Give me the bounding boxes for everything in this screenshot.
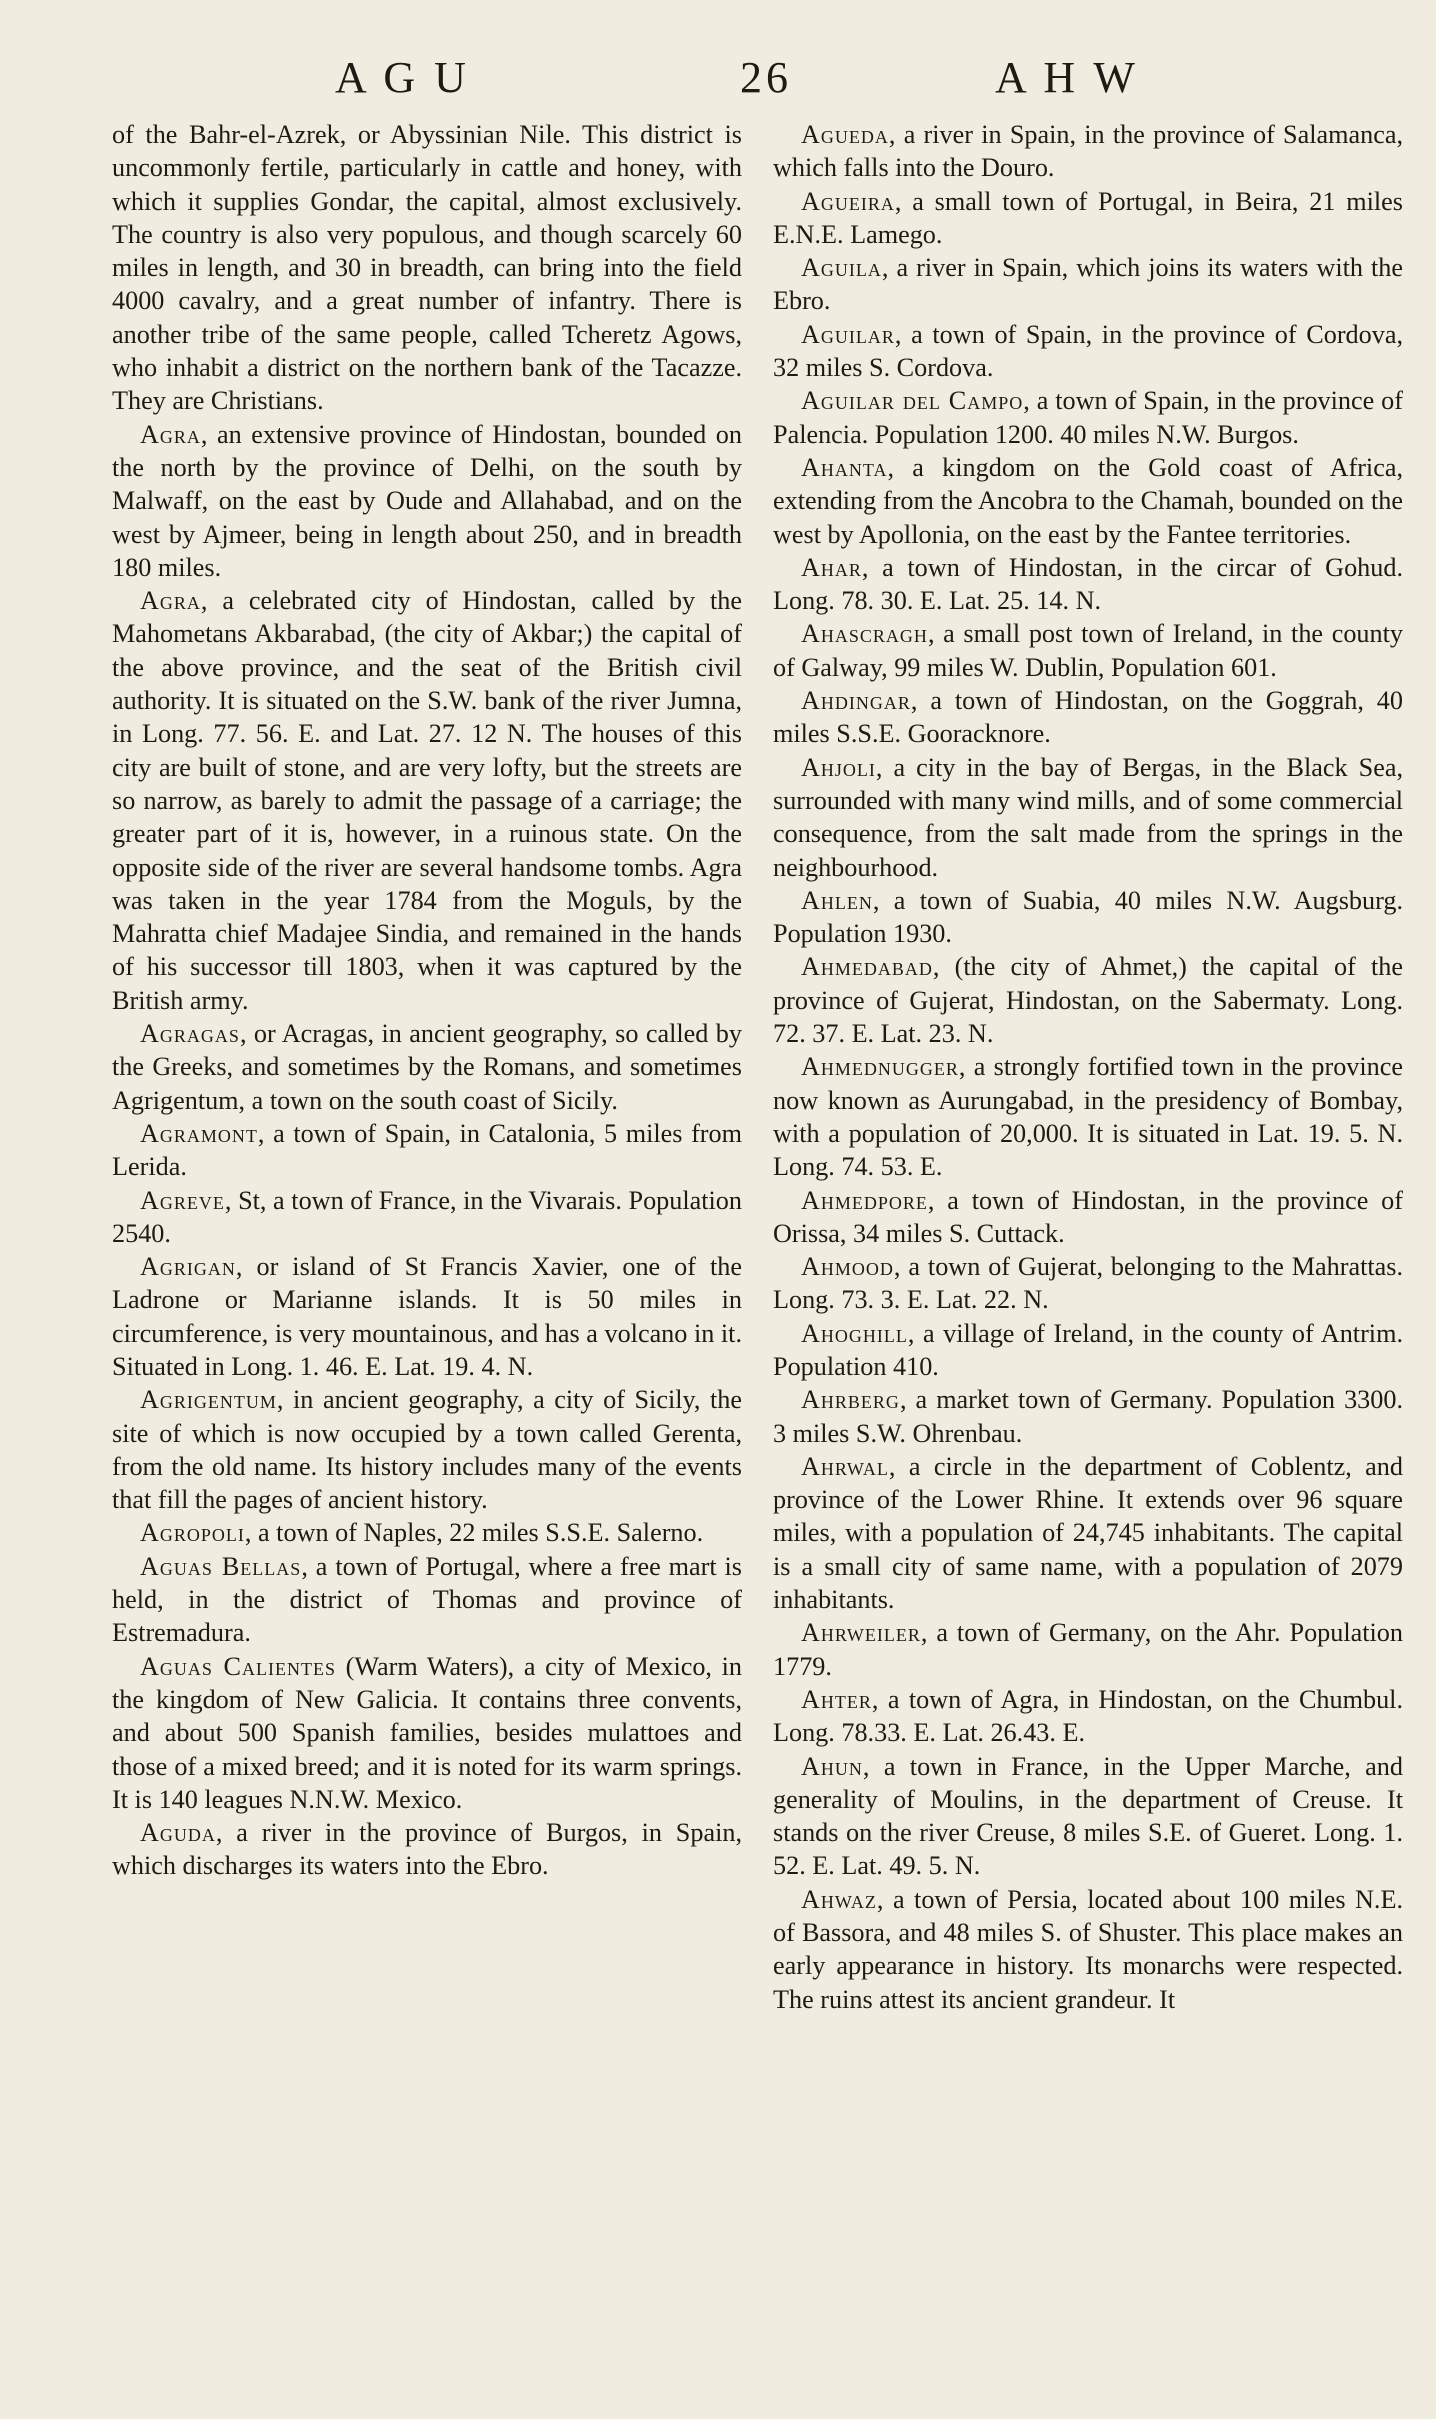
dictionary-entry [773,384,1403,451]
entry-headword: Agueda [801,120,889,149]
dictionary-entry [773,1383,1403,1450]
dictionary-entry [773,884,1403,951]
right-column [773,118,1403,2016]
dictionary-entry [773,1683,1403,1750]
dictionary-entry [112,584,742,1017]
entry-headword: Agueira [801,186,895,216]
dictionary-entry [112,1117,742,1184]
entry-text: , an extensive province of Hindostan, bounded on the north by the province of Delhi, on the south by Malwaff, on the east by Oude and Allahabad, and on the west by Ajmeer, being in length about 250, and in breadth 180 miles. [112,419,742,582]
entry-headword: Agra [140,586,201,616]
dictionary-entry [773,318,1403,385]
dictionary-entry [112,418,742,584]
entry-headword: Ahmedabad [801,952,933,982]
entry-text: , a town of Hindostan, in the circar of Gohud. Long. 78. 30. E. Lat. 25. 14. N. [773,552,1403,616]
dictionary-entry [773,1050,1403,1183]
entry-text: , a town of Spain, in the province of Cordova, 32 miles S. Cordova. [773,319,1403,383]
entry-headword: Aguas Bellas [140,1551,302,1581]
entry-headword: Aguilar [801,319,895,349]
continued-paragraph: of the Bahr-el-Azrek, or Abyssinian Nile. This district is uncommonly fertile, particularly in cattle and honey, with which it supplies Gondar, the capital, almost exclusively. The country is also very populous, and though scarcely 60 miles in length, and 30 in breadth, can bring into the field 4000 cavalry, and a great number of infantry. There is another tribe of the same people, called Tcheretz Agows, who inhabit a district on the northern bank of the Tacazze. They are Christians. [112,120,742,416]
entry-headword: Agramont [140,1118,258,1148]
dictionary-entry [773,185,1403,252]
entry-text: , a circle in the department of Coblentz, and province of the Lower Rhine. It extends over 96 square miles, with a population of 24,745 inhabitants. The capital is a small city of same name, with a population of 2079 inhabitants. [773,1451,1403,1615]
entry-text: , or island of St Francis Xavier, one of the Ladrone or Marianne islands. It is 50 miles in circumference, is very mountainous, and has a volcano in it. Situated in Long. 1. 46. E. Lat. 19. 4. N. [112,1252,742,1381]
right-entry-list [773,118,1403,2016]
entry-text: , a town of Agra, in Hindostan, on the Chumbul. Long. 78.33. E. Lat. 26.43. E. [773,1684,1403,1748]
entry-text: , a strongly fortified town in the province now known as Aurungabad, in the presidency of Bombay, with a population of 20,000. It is situated in Lat. 19. 5. N. Long. 74. 53. E. [773,1052,1403,1182]
dictionary-entry [773,551,1403,618]
entry-text: , a river in Spain, in the province of Salamanca, which falls into the Douro. [773,120,1403,183]
entry-headword: Ahrberg [801,1385,900,1415]
entry-headword: Agrigan [140,1252,236,1282]
entry-headword: Ahter [801,1684,872,1714]
entry-headword: Aguas Calientes [140,1651,337,1681]
entry-text: , a town in France, in the Upper Marche, and generality of Moulins, in the department of Creuse. It stands on the river Creuse, 8 miles S.E. of Gueret. Long. 1. 52. E. Lat. 49. 5. N. [773,1751,1403,1881]
entry-headword: Agragas [140,1019,240,1049]
entry-text: , a celebrated city of Hindostan, called by the Mahometans Akbarabad, (the city of Akbar;) the capital of the above province, and the seat of the British civil authority. It is situated on the S.W. bank of the river Jumna, in Long. 77. 56. E. and Lat. 27. 12 N. The houses of this city are built of stone, and are very lofty, but the streets are so narrow, as barely to admit the passage of a carriage; the greater part of it is, however, in a ruinous state. On the opposite side of the river are several handsome tombs. Agra was taken in the year 1784 from the Moguls, by the Mahratta chief Madajee Sindia, and remained in the hands of his successor till 1803, when it was captured by the British army. [112,586,742,1015]
dictionary-entry [112,1516,742,1549]
entry-headword: Ahmednugger [801,1052,959,1082]
dictionary-entry [773,751,1403,884]
dictionary-entry [112,1383,742,1516]
entry-headword: Ahun [801,1751,863,1781]
dictionary-entry [773,1450,1403,1616]
dictionary-entry [773,684,1403,751]
dictionary-entry [773,1616,1403,1683]
dictionary-entry [773,950,1403,1050]
entry-headword: Ahjoli [801,752,876,782]
dictionary-entry [773,451,1403,551]
entry-text: , a town of Naples, 22 miles S.S.E. Salerno. [244,1518,704,1548]
left-entry-list [112,418,742,1883]
dictionary-entry [773,1317,1403,1384]
entry-headword: Ahrweiler [801,1618,921,1648]
entry-text: , a small town of Portugal, in Beira, 21 miles E.N.E. Lamego. [773,186,1403,249]
entry-text: , a kingdom on the Gold coast of Africa, extending from the Ancobra to the Chamah, bounded on the west by Apollonia, on the east by the Fantee territories. [773,452,1403,549]
entry-text: , a town of Portugal, where a free mart is held, in the district of Thomas and province of Estremadura. [112,1551,742,1648]
dictionary-entry [773,1750,1403,1883]
entry-headword: Aguila [801,253,882,283]
entry-text: , a town of Persia, located about 100 miles N.E. of Bassora, and 48 miles S. of Shuster. This place makes an early appearance in history. Its monarchs were respected. The ruins attest its ancient grandeur. It [773,1884,1403,2014]
entry-text: , a river in Spain, which joins its waters with the Ebro. [773,253,1403,316]
dictionary-entry [112,1816,742,1883]
entry-headword: Ahmedpore [801,1185,928,1215]
entry-text: , or Acragas, in ancient geography, so called by the Greeks, and sometimes by the Romans, and sometimes Agrigentum, a town on the south coast of Sicily. [112,1019,742,1115]
entry-text: (Warm Waters), a city of Mexico, in the kingdom of New Galicia. It contains three convents, and about 500 Spanish families, besides mulattoes and those of a mixed breed; and it is noted for its warm springs. It is 140 leagues N.N.W. Mexico. [112,1651,742,1814]
entry-text: , St, a town of France, in the Vivarais. Population 2540. [112,1185,742,1248]
dictionary-entry [112,1550,742,1650]
entry-text: , a small post town of Ireland, in the county of Galway, 99 miles W. Dublin, Population 601. [773,619,1403,682]
entry-headword: Agrigentum [140,1385,277,1415]
entry-text: , a town of Hindostan, in the province of Orissa, 34 miles S. Cuttack. [773,1185,1403,1248]
dictionary-entry [112,1184,742,1251]
dictionary-entry [773,251,1403,318]
entry-text: , a river in the province of Burgos, in Spain, which discharges its waters into the Ebro. [112,1818,742,1881]
entry-headword: Ahwaz [801,1884,877,1914]
dictionary-entry [112,1250,742,1383]
dictionary-entry [112,1650,742,1816]
entry-headword: Ahascragh [801,619,928,649]
entry-headword: Aguilar del Campo [801,386,1024,416]
entry-text: , a town of Germany, on the Ahr. Population 1779. [773,1618,1403,1681]
entry-headword: Ahrwal [801,1451,889,1481]
entry-text: , a town of Hindostan, on the Goggrah, 40 miles S.S.E. Gooracknore. [773,686,1403,749]
running-header [110,52,1410,112]
entry-text: , a town of Spain, in the province of Palencia. Population 1200. 40 miles N.W. Burgos. [773,386,1403,449]
header-right-guide: A H W [995,53,1139,102]
entry-text: , a market town of Germany. Population 3300. 3 miles S.W. Ohrenbau. [773,1385,1403,1448]
dictionary-entry [112,1017,742,1117]
dictionary-entry [773,118,1403,185]
entry-headword: Ahanta [801,452,888,482]
dictionary-entry [773,1184,1403,1251]
entry-headword: Agra [140,419,201,449]
entry-headword: Ahar [801,552,862,582]
entry-text: , a village of Ireland, in the county of Antrim. Population 410. [773,1318,1403,1381]
entry-headword: Ahdingar [801,686,911,716]
entry-headword: Aguda [140,1818,216,1848]
dictionary-entry [773,617,1403,684]
entry-headword: Agropoli [140,1518,245,1548]
dictionary-entry [773,1250,1403,1317]
entry-headword: Ahmood [801,1252,894,1282]
entry-text: , a town of Suabia, 40 miles N.W. Augsburg. Population 1930. [773,885,1403,949]
left-column [112,118,742,1883]
entry-text: , in ancient geography, a city of Sicily, the site of which is now occupied by a town called Gerenta, from the old name. Its history includes many of the events that fill the pages of ancient history. [112,1385,742,1515]
entry-headword: Agreve [140,1185,225,1215]
entry-text: , a town of Gujerat, belonging to the Mahrattas. Long. 73. 3. E. Lat. 22. N. [773,1252,1403,1315]
entry-text: , (the city of Ahmet,) the capital of the province of Gujerat, Hindostan, on the Sabermaty. Long. 72. 37. E. Lat. 23. N. [773,952,1403,1049]
page-number: 26 [740,53,792,102]
entry-text: , a town of Spain, in Catalonia, 5 miles from Lerida. [112,1118,742,1182]
header-left-guide: A G U [335,53,470,102]
dictionary-entry [773,1883,1403,2016]
entry-headword: Ahoghill [801,1318,908,1348]
entry-headword: Ahlen [801,885,873,915]
entry-text: , a city in the bay of Bergas, in the Black Sea, surrounded with many wind mills, and of some commercial consequence, from the salt made from the springs in the neighbourhood. [773,752,1403,882]
